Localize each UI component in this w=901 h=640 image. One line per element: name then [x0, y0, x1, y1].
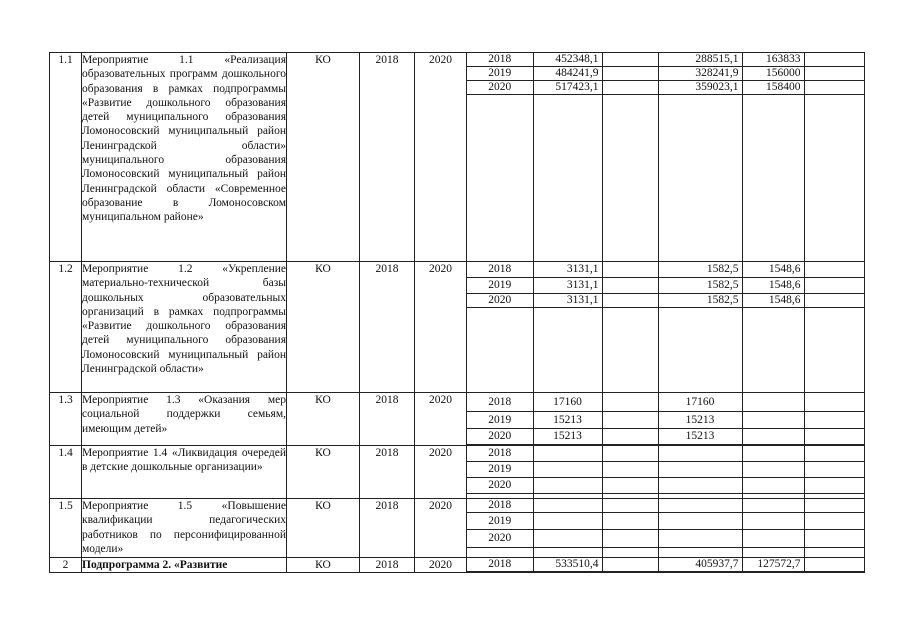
year-cell: 2019: [467, 513, 533, 530]
year-cell: 2020: [467, 530, 533, 548]
federal-amount-cell: [602, 393, 658, 412]
local-amount-cell: 1548,6: [742, 262, 804, 278]
item-name: Мероприятие 1.2 «Укрепление материально-технической базы дошкольных образовательных организаций в рамках подпрограммы «Развитие дошкольного образования детей муниципального образования Ломоносовский муниципальный район Ленинградской области»: [82, 262, 287, 393]
executor-cell: КО: [287, 446, 360, 499]
table-row: [50, 499, 865, 558]
executor-cell: КО: [287, 262, 360, 393]
item-number: 1.4: [50, 446, 82, 499]
regional-amount-cell: [658, 446, 742, 462]
total-amount-cell: 3131,1: [533, 294, 602, 308]
regional-amount-cell: [658, 513, 742, 530]
federal-amount-cell: [602, 412, 658, 429]
end-year-cell: 2020: [415, 53, 467, 262]
year-row: [467, 513, 864, 530]
empty-cell: [658, 308, 742, 393]
year-cell: 2018: [467, 499, 533, 513]
regional-amount-cell: 15213: [658, 429, 742, 445]
other-amount-cell: [804, 67, 864, 81]
year-row: [467, 446, 864, 462]
empty-cell: [533, 548, 602, 558]
filler-row: [467, 308, 864, 393]
item-number: 1.2: [50, 262, 82, 393]
total-amount-cell: 3131,1: [533, 278, 602, 294]
regional-amount-cell: 328241,9: [658, 67, 742, 81]
local-amount-cell: 163833: [742, 53, 804, 67]
funding-breakdown: [467, 53, 865, 262]
start-year-cell: 2018: [360, 393, 415, 446]
federal-amount-cell: [602, 278, 658, 294]
total-amount-cell: [533, 530, 602, 548]
empty-cell: [533, 308, 602, 393]
funding-breakdown: [467, 262, 865, 393]
local-amount-cell: [742, 513, 804, 530]
other-amount-cell: [804, 478, 864, 494]
regional-amount-cell: [658, 462, 742, 478]
year-row: [467, 67, 864, 81]
regional-amount-cell: 1582,5: [658, 262, 742, 278]
item-number: 2: [50, 558, 82, 573]
federal-amount-cell: [602, 558, 658, 572]
start-year-cell: 2018: [360, 558, 415, 573]
federal-amount-cell: [602, 462, 658, 478]
program-table: [49, 52, 865, 573]
local-amount-cell: [742, 429, 804, 445]
year-cell: 2019: [467, 412, 533, 429]
local-amount-cell: [742, 478, 804, 494]
table-row: [50, 446, 865, 499]
start-year-cell: 2018: [360, 446, 415, 499]
local-amount-cell: 127572,7: [742, 558, 804, 572]
end-year-cell: 2020: [415, 393, 467, 446]
total-amount-cell: 452348,1: [533, 53, 602, 67]
year-row: [467, 278, 864, 294]
funding-breakdown: [467, 393, 865, 446]
start-year-cell: 2018: [360, 262, 415, 393]
funding-breakdown: [467, 558, 865, 573]
table-row: [50, 53, 865, 262]
federal-amount-cell: [602, 262, 658, 278]
year-row: [467, 462, 864, 478]
regional-amount-cell: [658, 530, 742, 548]
empty-cell: [602, 548, 658, 558]
federal-amount-cell: [602, 81, 658, 95]
federal-amount-cell: [602, 478, 658, 494]
start-year-cell: 2018: [360, 499, 415, 558]
item-name: Мероприятие 1.4 «Ликвидация очередей в детские дошкольные организации»: [82, 446, 287, 499]
total-amount-cell: [533, 499, 602, 513]
empty-cell: [467, 95, 533, 262]
local-amount-cell: 156000: [742, 67, 804, 81]
empty-cell: [742, 548, 804, 558]
table-row: [50, 393, 865, 446]
funding-subtable: [467, 446, 864, 498]
federal-amount-cell: [602, 53, 658, 67]
empty-cell: [658, 95, 742, 262]
other-amount-cell: [804, 262, 864, 278]
other-amount-cell: [804, 446, 864, 462]
filler-row: [467, 494, 864, 499]
funding-breakdown: [467, 446, 865, 499]
federal-amount-cell: [602, 446, 658, 462]
item-number: 1.5: [50, 499, 82, 558]
end-year-cell: 2020: [415, 558, 467, 573]
local-amount-cell: [742, 393, 804, 412]
empty-cell: [804, 95, 864, 262]
year-cell: 2019: [467, 278, 533, 294]
total-amount-cell: [533, 462, 602, 478]
filler-row: [467, 95, 864, 262]
empty-cell: [742, 308, 804, 393]
other-amount-cell: [804, 558, 864, 572]
year-row: [467, 478, 864, 494]
regional-amount-cell: 405937,7: [658, 558, 742, 572]
year-row: [467, 262, 864, 278]
empty-cell: [742, 494, 804, 499]
funding-subtable: [467, 53, 864, 261]
other-amount-cell: [804, 530, 864, 548]
start-year-cell: 2018: [360, 53, 415, 262]
local-amount-cell: [742, 462, 804, 478]
total-amount-cell: [533, 513, 602, 530]
end-year-cell: 2020: [415, 499, 467, 558]
end-year-cell: 2020: [415, 446, 467, 499]
empty-cell: [658, 548, 742, 558]
empty-cell: [533, 494, 602, 499]
table-row: [50, 558, 865, 573]
year-cell: 2018: [467, 53, 533, 67]
funding-subtable: [467, 393, 864, 445]
year-row: [467, 530, 864, 548]
year-cell: 2020: [467, 478, 533, 494]
empty-cell: [804, 548, 864, 558]
item-number: 1.3: [50, 393, 82, 446]
executor-cell: КО: [287, 393, 360, 446]
local-amount-cell: 1548,6: [742, 278, 804, 294]
other-amount-cell: [804, 513, 864, 530]
empty-cell: [804, 308, 864, 393]
regional-amount-cell: 15213: [658, 412, 742, 429]
year-cell: 2018: [467, 558, 533, 572]
other-amount-cell: [804, 81, 864, 95]
federal-amount-cell: [602, 294, 658, 308]
other-amount-cell: [804, 393, 864, 412]
item-name: Мероприятие 1.3 «Оказания мер социальной поддержки семьям, имеющим детей»: [82, 393, 287, 446]
local-amount-cell: [742, 530, 804, 548]
empty-cell: [602, 494, 658, 499]
funding-subtable: [467, 262, 864, 392]
item-name: Подпрограмма 2. «Развитие: [82, 558, 287, 573]
regional-amount-cell: [658, 478, 742, 494]
regional-amount-cell: [658, 499, 742, 513]
other-amount-cell: [804, 462, 864, 478]
item-number: 1.1: [50, 53, 82, 262]
year-row: [467, 393, 864, 412]
funding-breakdown: [467, 499, 865, 558]
local-amount-cell: 1548,6: [742, 294, 804, 308]
empty-cell: [602, 95, 658, 262]
local-amount-cell: [742, 412, 804, 429]
year-cell: 2020: [467, 294, 533, 308]
local-amount-cell: 158400: [742, 81, 804, 95]
local-amount-cell: [742, 499, 804, 513]
empty-cell: [658, 494, 742, 499]
other-amount-cell: [804, 429, 864, 445]
empty-cell: [804, 494, 864, 499]
empty-cell: [467, 494, 533, 499]
empty-cell: [467, 308, 533, 393]
other-amount-cell: [804, 294, 864, 308]
federal-amount-cell: [602, 429, 658, 445]
total-amount-cell: 15213: [533, 412, 602, 429]
end-year-cell: 2020: [415, 262, 467, 393]
funding-subtable: [467, 499, 864, 557]
year-row: [467, 412, 864, 429]
federal-amount-cell: [602, 513, 658, 530]
empty-cell: [602, 308, 658, 393]
total-amount-cell: 517423,1: [533, 81, 602, 95]
other-amount-cell: [804, 499, 864, 513]
year-row: [467, 499, 864, 513]
year-cell: 2020: [467, 81, 533, 95]
item-name: Мероприятие 1.1 «Реализация образовательных программ дошкольного образования в рамках подпрограммы «Развитие дошкольного образования детей муниципального образования Ломоносовский муниципальный район Ленинградской области» муниципального образования Ломоносовский муниципальный район Ленинградской области «Современное образование в Ломоносовском муниципальном районе»: [82, 53, 287, 262]
regional-amount-cell: 359023,1: [658, 81, 742, 95]
other-amount-cell: [804, 412, 864, 429]
federal-amount-cell: [602, 530, 658, 548]
regional-amount-cell: 288515,1: [658, 53, 742, 67]
year-row: [467, 558, 864, 572]
year-cell: 2018: [467, 393, 533, 412]
total-amount-cell: [533, 446, 602, 462]
other-amount-cell: [804, 53, 864, 67]
federal-amount-cell: [602, 67, 658, 81]
item-name: Мероприятие 1.5 «Повышение квалификации педагогических работников по персонифицированной модели»: [82, 499, 287, 558]
year-row: [467, 429, 864, 445]
total-amount-cell: 533510,4: [533, 558, 602, 572]
regional-amount-cell: 1582,5: [658, 278, 742, 294]
year-cell: 2018: [467, 446, 533, 462]
federal-amount-cell: [602, 499, 658, 513]
total-amount-cell: 3131,1: [533, 262, 602, 278]
filler-row: [467, 548, 864, 558]
empty-cell: [467, 548, 533, 558]
other-amount-cell: [804, 278, 864, 294]
year-cell: 2018: [467, 262, 533, 278]
year-cell: 2019: [467, 67, 533, 81]
total-amount-cell: 17160: [533, 393, 602, 412]
year-cell: 2020: [467, 429, 533, 445]
empty-cell: [533, 95, 602, 262]
funding-subtable: [467, 558, 864, 572]
total-amount-cell: 484241,9: [533, 67, 602, 81]
year-row: [467, 81, 864, 95]
executor-cell: КО: [287, 558, 360, 573]
total-amount-cell: 15213: [533, 429, 602, 445]
executor-cell: КО: [287, 53, 360, 262]
empty-cell: [742, 95, 804, 262]
total-amount-cell: [533, 478, 602, 494]
executor-cell: КО: [287, 499, 360, 558]
table-row: [50, 262, 865, 393]
regional-amount-cell: 1582,5: [658, 294, 742, 308]
year-cell: 2019: [467, 462, 533, 478]
local-amount-cell: [742, 446, 804, 462]
year-row: [467, 53, 864, 67]
regional-amount-cell: 17160: [658, 393, 742, 412]
year-row: [467, 294, 864, 308]
